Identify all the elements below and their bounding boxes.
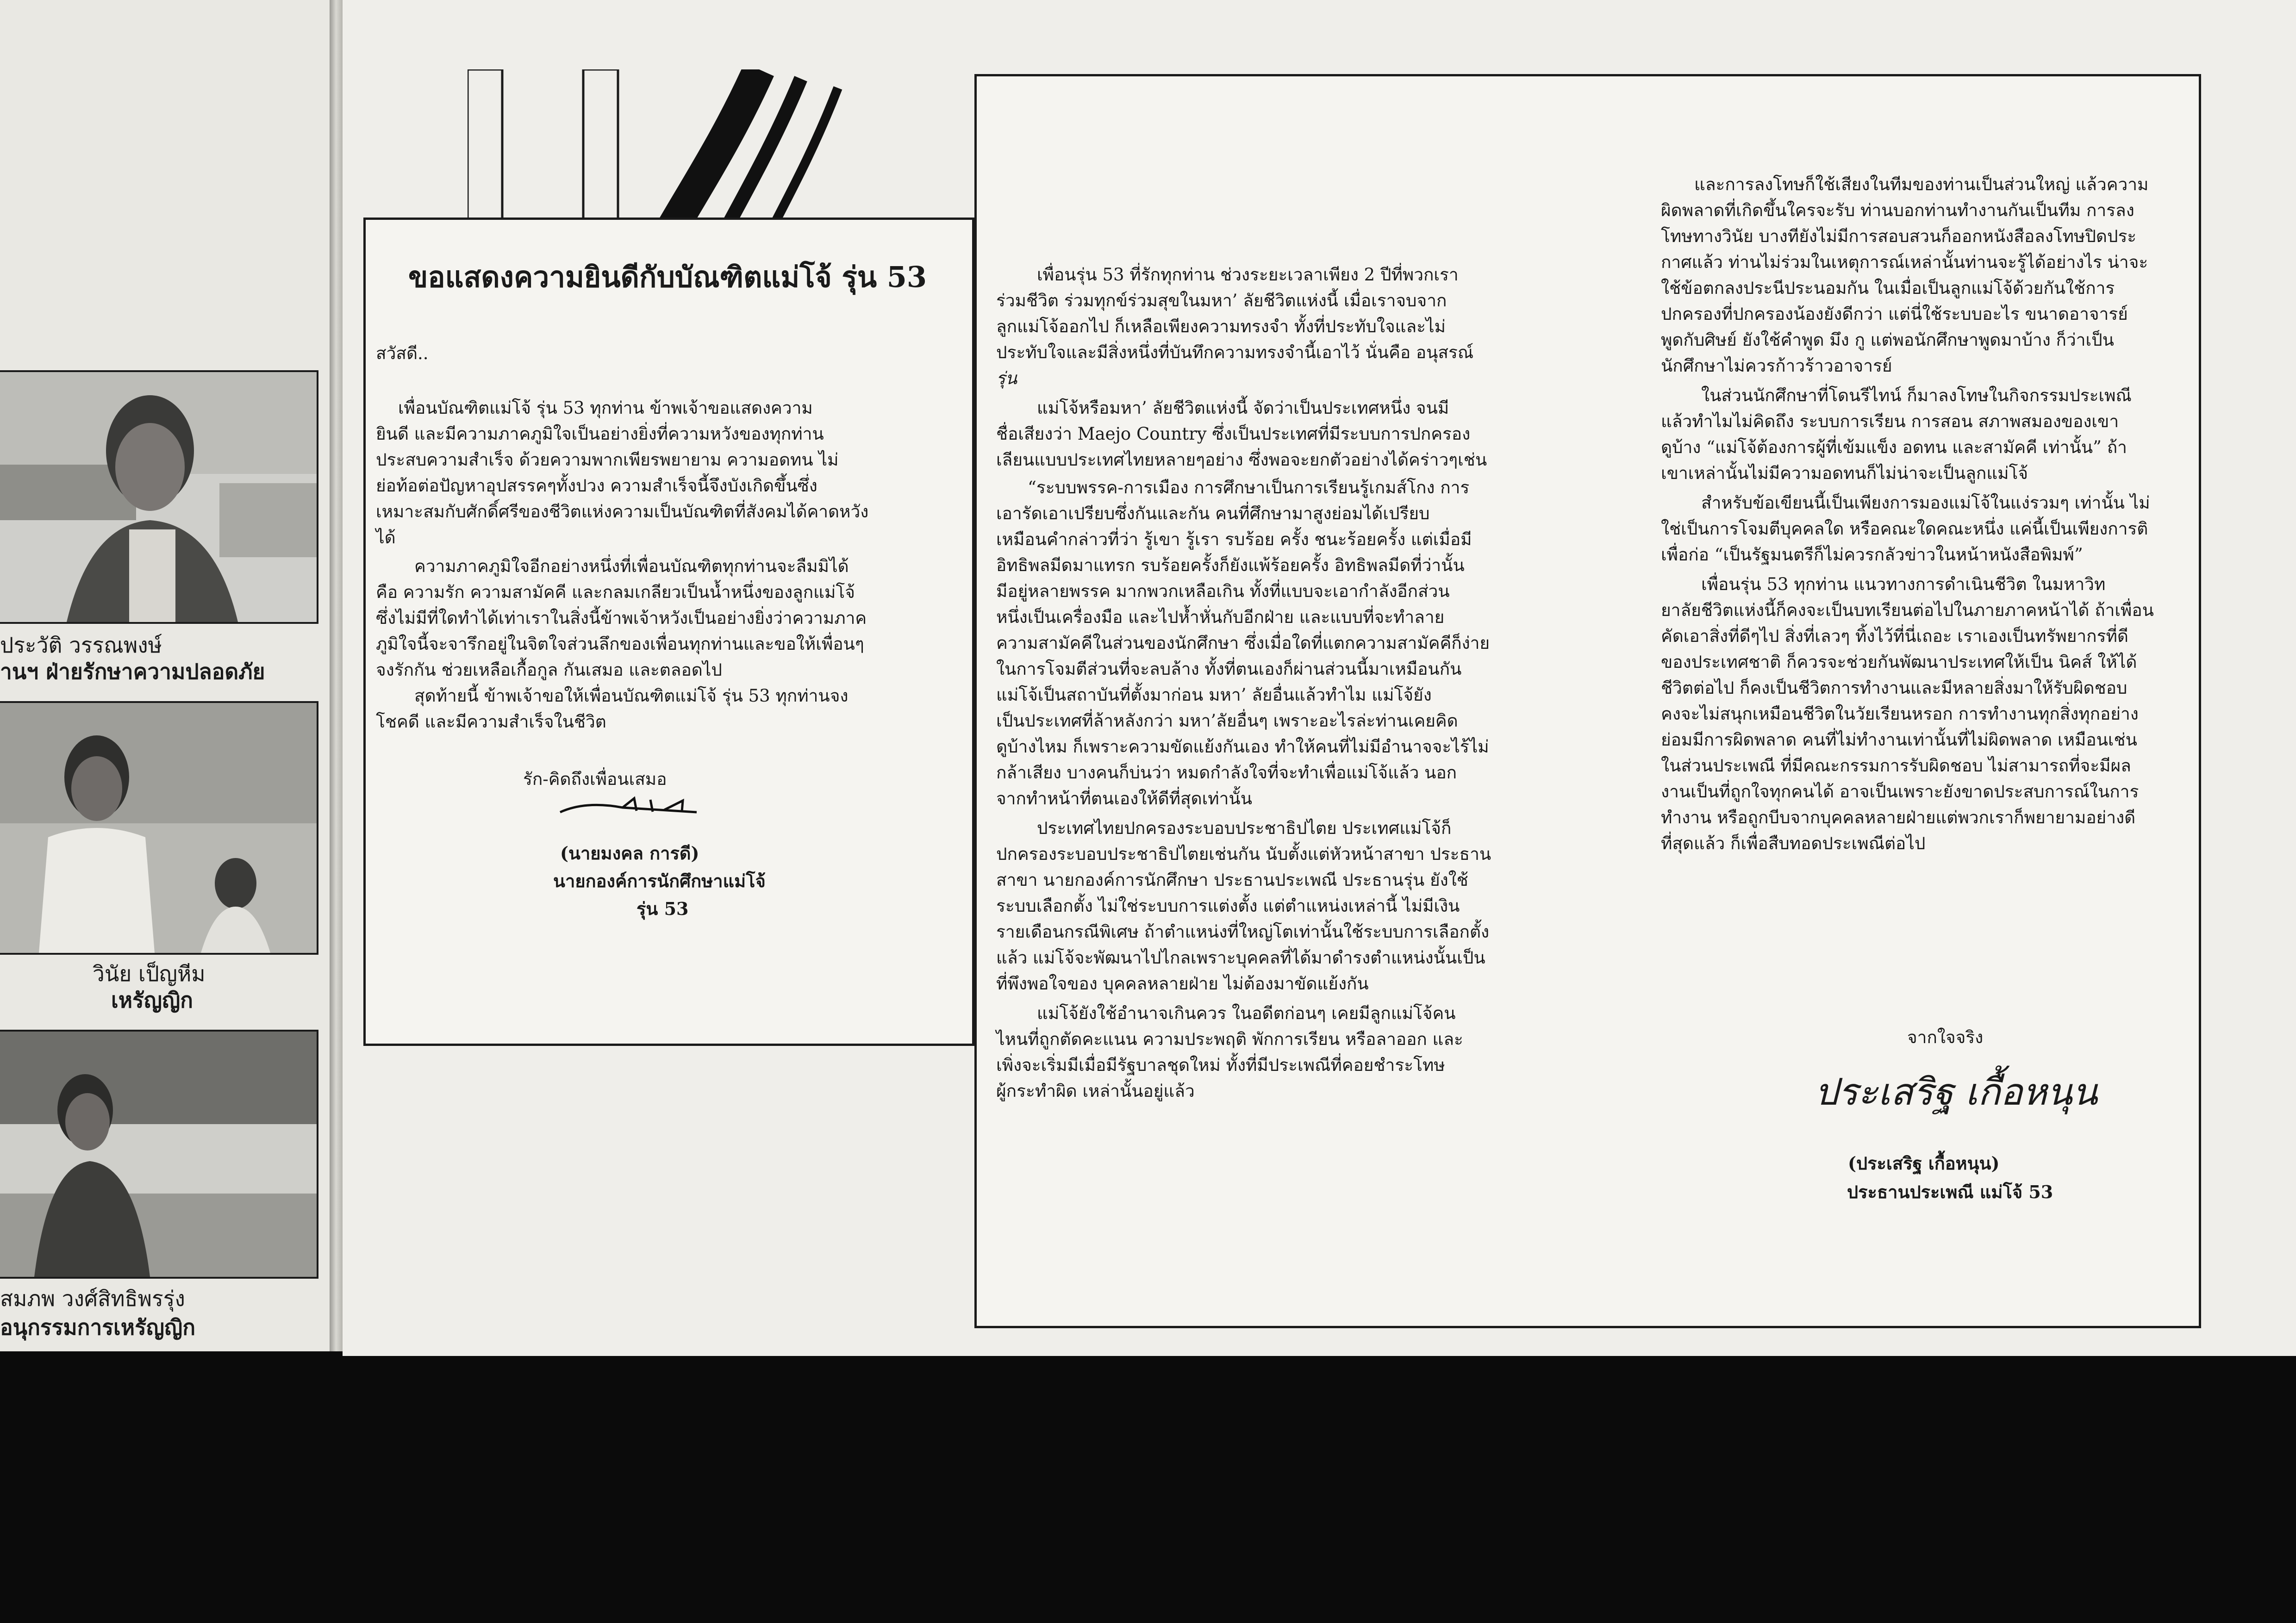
article-line: ที่พึงพอใจของ บุคคลหลายฝ่าย ไม่ต้องมาขัดแย้งกัน <box>996 974 1369 994</box>
book-spine <box>330 0 343 1351</box>
article-line: อิทธิพลมีดมาแทรก รบร้อยครั้งก็ยังแพ้ร้อยครั้ง อิทธิพลมีดที่ว่านั้น <box>996 555 1465 575</box>
article-line: เพิ่งจะเริ่มมีเมื่อมีรัฐบาลชุดใหม่ ทั้งที่มีประเพณีที่คอยชำระโทษ <box>996 1055 1445 1075</box>
congrats-line: ประสบความสำเร็จ ด้วยความพากเพียรพยายาม ความอดทน ไม่ <box>376 450 839 470</box>
article-line: แม่โจ้ยังใช้อำนาจเกินควร ในอดีตก่อนๆ เคยมีลูกแม่โจ้คน <box>1037 1003 1456 1023</box>
article-closing: จากใจจริง <box>1907 1027 1984 1047</box>
congrats-line: ย่อท้อต่อปัญหาอุปสรรคๆทั้งปวง ความสำเร็จนี้จึงบังเกิดขึ้นซึ่ง <box>376 476 817 496</box>
congrats-title: ขอแสดงความยินดีกับบัณฑิตแม่โจ้ รุ่น 53 <box>408 260 927 294</box>
article-line: เอารัดเอาเปรียบซึ่งกันและกัน คนที่ศึกษามาสูงย่อมได้เปรียบ <box>996 504 1430 523</box>
article-line: ปกครองที่ปกครองน้องยังดีกว่า แต่นี่ใช้ระบบอะไร ขนาดอาจารย์ <box>1661 304 2128 324</box>
congrats-signer-name: (นายมงคล การดี) <box>560 843 699 864</box>
congrats-line: โชคดี และมีความสำเร็จในชีวิต <box>376 712 606 732</box>
article-line: ไหนที่ถูกตัดคะแนน ความประพฤติ พักการเรียน หรือลาออก และ <box>996 1029 1463 1049</box>
portrait-image <box>0 372 317 622</box>
editorial-article-box <box>974 74 2201 1328</box>
portrait-photo-1 <box>0 370 318 624</box>
congratulations-letter-box <box>363 218 974 1046</box>
article-line: หนึ่งเป็นเครื่องมือ และไปห้ำหั่นกับอีกฝ่าย และแบบที่จะทำลาย <box>996 607 1445 627</box>
photo-2-role: เหรัญญิก <box>111 988 193 1013</box>
article-line: ประทับใจและมีสิ่งหนึ่งที่บันทึกความทรงจำนี้เอาไว้ นั่นคือ อนุสรณ์ <box>996 342 1474 362</box>
article-line: เพื่อนรุ่น 53 ทุกท่าน แนวทางการดำเนินชีวิต ในมหาวิท <box>1701 574 2106 594</box>
portrait-image <box>0 1032 317 1277</box>
congrats-line: สุดท้ายนี้ ข้าพเจ้าขอให้เพื่อนบัณฑิตแม่โจ้ รุ่น 53 ทุกท่านจง <box>414 686 849 706</box>
article-line: ใช้ข้อตกลงประนีประนอมกัน ในเมื่อเป็นลูกแม่โจ้ด้วยกันใช้การ <box>1661 278 2115 298</box>
article-line: ผิดพลาดที่เกิดขึ้นใครจะรับ ท่านบอกท่านทำงานกันเป็นทีม การลง <box>1661 200 2134 220</box>
article-line: แล้ว แม่โจ้จะพัฒนาไปไกลเพราะบุคคลที่ได้มาดำรงตำแหน่งนั้นเป็น <box>996 948 1485 968</box>
congrats-line: ความภาคภูมิใจอีกอย่างหนึ่งที่เพื่อนบัณฑิตทุกท่านจะลืมมิได้ <box>414 556 849 576</box>
congrats-greeting: สวัสดี.. <box>376 343 429 363</box>
article-line: มีอยู่หลายพรรค มากพวกเหลือเกิน ทั้งที่แบบจะเอากำลังอีกส่วน <box>996 581 1450 601</box>
congrats-signer-class: รุ่น 53 <box>636 898 689 919</box>
portrait-image <box>0 703 317 953</box>
article-line: เขาเหล่านั้นไม่มีความอดทนก็ไม่น่าจะเป็นลูกแม่โจ้ <box>1661 463 2028 483</box>
article-line: จากทำหน้าที่ตนเองให้ดีที่สุดเท่านั้น <box>996 789 1253 808</box>
article-line: ชื่อเสียงว่า Maejo Country ซึ่งเป็นประเทศที่มีระบบการปกครอง <box>996 424 1471 444</box>
congrats-line: ได้ <box>376 528 396 547</box>
article-line: คัดเอาสิ่งที่ดีๆไป สิ่งที่เลวๆ ทิ้งไว้ที่นี่เถอะ เราเองเป็นทรัพยากรที่ดี <box>1661 626 2128 646</box>
article-line: ผู้กระทำผิด เหล่านั้นอยู่แล้ว <box>996 1081 1195 1101</box>
article-line: ดูบ้าง “แม่โจ้ต้องการผู้ที่เข้มแข็ง อดทน และสามัคคี เท่านั้น” ถ้า <box>1661 437 2127 457</box>
article-line: ที่สุดแล้ว ก็เพื่อสืบทอดประเพณีต่อไป <box>1661 833 1926 853</box>
congrats-line: เพื่อนบัณฑิตแม่โจ้ รุ่น 53 ทุกท่าน ข้าพเจ้าขอแสดงความ <box>398 398 813 418</box>
article-line: ในส่วนประเพณี ที่มีคณะกรรมการรับผิดชอบ ไม่สามารถที่จะมีผล <box>1661 756 2131 776</box>
article-line: ในส่วนนักศึกษาที่โดนรีไทน์ ก็มาลงโทษในกิจกรรมประเพณี <box>1701 386 2132 405</box>
photo-2-name: วินัย เป็ญหีม <box>93 961 206 986</box>
article-line: รายเดือนกรณีพิเศษ ถ้าตำแหน่งที่ใหญ่โตเท่านั้นใช้ระบบการเลือกตั้ง <box>996 922 1490 942</box>
left-page <box>0 0 330 1351</box>
article-line: คงจะไม่สนุกเหมือนชีวิตในวัยเรียนหรอก การทำงานทุกสิ่งทุกอย่าง <box>1661 704 2139 724</box>
congrats-line: เหมาะสมกับศักดิ์ศรีของชีวิตแห่งความเป็นบัณฑิตที่สังคมได้คาดหวัง <box>376 502 869 522</box>
article-line: แล้วทำไมไม่คิดถึง ระบบการเรียน การสอน สภาพสมองของเขา <box>1661 411 2119 431</box>
article-line: รุ่น <box>996 368 1017 388</box>
article-line: งานเป็นที่ถูกใจทุกคนได้ อาจเป็นเพราะยังขาดประสบการณ์ในการ <box>1661 782 2139 802</box>
article-line: เพื่อนรุ่น 53 ที่รักทุกท่าน ช่วงระยะเวลาเพียง 2 ปีที่พวกเรา <box>1037 265 1459 285</box>
article-line: ใช่เป็นการโจมตีบุคคลใด หรือคณะใดคณะหนึ่ง แค่นี้เป็นเพียงการติ <box>1661 519 2148 539</box>
congrats-signer-title: นายกองค์การนักศึกษาแม่โจ้ <box>553 871 766 891</box>
photo-1-name: ประวัติ วรรณพงษ์ <box>0 633 162 658</box>
article-line: ปกครองระบอบประชาธิปไตยเช่นกัน นับตั้งแต่หัวหน้าสาขา ประธาน <box>996 844 1491 864</box>
congrats-line: ยินดี และมีความภาคภูมิใจเป็นอย่างยิ่งที่ความหวังของทุกท่าน <box>376 424 824 444</box>
article-line: สำหรับข้อเขียนนี้เป็นเพียงการมองแม่โจ้ในแง่รวมๆ เท่านั้น ไม่ <box>1701 493 2150 513</box>
article-signature: ประเสริฐ เกื้อหนุน <box>1815 1070 2098 1113</box>
article-line: เลียนแบบประเทศไทยหลายๆอย่าง ซึ่งพอจะยกตัวอย่างได้คร่าวๆเช่น <box>996 450 1487 470</box>
article-line: เหมือนคำกล่าวที่ว่า รู้เขา รู้เรา รบร้อย ครั้ง ชนะร้อยครั้ง แต่เมื่อมี <box>996 529 1472 549</box>
article-line: และการลงโทษก็ใช้เสียงในทีมของท่านเป็นส่วนใหญ่ แล้วความ <box>1694 174 2149 194</box>
article-line: เพื่อก่อ “เป็นรัฐมนตรีก็ไม่ควรกลัวข่าวในหน้าหนังสือพิมพ์” <box>1661 545 2083 565</box>
photo-3-name: สมภพ วงศ์สิทธิพรรุ่ง <box>0 1286 185 1311</box>
article-signer-name: (ประเสริฐ เกื้อหนุน) <box>1848 1153 2000 1174</box>
article-line: กล้าเสียง บางคนก็บ่นว่า หมดกำลังใจที่จะทำเพื่อแม่โจ้แล้ว นอก <box>996 763 1457 783</box>
article-line: แม่โจ้เป็นสถาบันที่ตั้งมาก่อน มหา’ ลัยอื่นแล้วทำไม แม่โจ้ยัง <box>996 685 1432 705</box>
article-line: ระบบเลือกตั้ง ไม่ใช่ระบบการแต่งตั้ง แต่ตำแหน่งเหล่านี้ ไม่มีเงิน <box>996 896 1460 916</box>
article-line: ประเทศไทยปกครองระบอบประชาธิปไตย ประเทศแม่โจ้ก็ <box>1037 818 1452 838</box>
portrait-photo-2 <box>0 701 318 955</box>
article-line: ทำงาน หรือถูกบีบจากบุคคลหลายฝ่ายแต่พวกเราก็พยายามอย่างดี <box>1661 808 2136 827</box>
article-line: นักศึกษาไม่ควรก้าวร้าวอาจารย์ <box>1661 356 1892 376</box>
congrats-line: ภูมิใจนี้จะจารึกอยู่ในจิตใจส่วนลึกของเพื่อนทุกท่านและขอให้เพื่อนๆ <box>376 634 864 654</box>
article-line: แม่โจ้หรือมหา’ ลัยชีวิตแห่งนี้ จัดว่าเป็นประเทศหนึ่ง จนมี <box>1037 398 1449 418</box>
article-line: ของประเทศชาติ ก็ควรจะช่วยกันพัฒนาประเทศให้เป็น นิคส์ ให้ได้ <box>1661 652 2137 672</box>
portrait-photo-3 <box>0 1030 318 1279</box>
article-line: พูดกับศิษย์ ยังใช้คำพูด มึง กู แต่พอนักศึกษาพูดมาบ้าง ก็ว่าเป็น <box>1661 330 2114 350</box>
article-line: ในการโจมตีส่วนที่จะลบล้าง ทั้งที่ตนเองก็ผ่านส่วนนี้มาเหมือนกัน <box>996 659 1462 679</box>
photo-3-role: อนุกรรมการเหรัญญิก <box>0 1315 196 1340</box>
congrats-signature <box>558 791 711 824</box>
photo-1-role: านฯ ฝ่ายรักษาความปลอดภัย <box>0 659 265 684</box>
article-line: เป็นประเทศที่ล้าหลังกว่า มหา’ลัยอื่นๆ เพราะอะไรล่ะท่านเคยคิด <box>996 711 1458 731</box>
article-line: ยาลัยชีวิตแห่งนี้ก็คงจะเป็นบทเรียนต่อไปในภายภาคหน้าได้ ถ้าเพื่อน <box>1661 600 2154 620</box>
article-line: ความสามัคคีในส่วนของนักศึกษา ซึ่งเมื่อใดที่แตกความสามัคคีก็ง่าย <box>996 633 1490 653</box>
article-line: กาศแล้ว ท่านไม่ร่วมในเหตุการณ์เหล่านั้นท่านจะรู้ได้อย่างไร น่าจะ <box>1661 252 2148 272</box>
congrats-closing: รัก-คิดถึงเพื่อนเสมอ <box>523 769 667 789</box>
article-line: ดูบ้างไหม ก็เพราะความขัดแย้งกันเอง ทำให้คนที่ไม่มีอำนาจจะไร้ไม่ <box>996 737 1489 757</box>
article-line: โทษทางวินัย บางทียังไม่มีการสอบสวนก็ออกหนังสือลงโทษปิดประ <box>1661 226 2137 246</box>
article-signer-title: ประธานประเพณี แม่โจ้ 53 <box>1847 1181 2053 1202</box>
article-line: ชีวิตต่อไป ก็คงเป็นชีวิตการทำงานและมีหลายสิ่งมาให้รับผิดชอบ <box>1661 678 2128 698</box>
article-line: “ระบบพรรค-การเมือง การศึกษาเป็นการเรียนรู้เกมส์โกง การ <box>1028 478 1470 497</box>
article-line: ร่วมชีวิต ร่วมทุกข์ร่วมสุขในมหา’ ลัยชีวิตแห่งนี้ เมื่อเราจบจาก <box>996 291 1447 311</box>
congrats-line: จงรักกัน ช่วยเหลือเกื้อกูล กันเสมอ และตลอดไป <box>376 660 722 680</box>
article-line: สาขา นายกองค์การนักศึกษา ประธานประเพณี ประธานรุ่น ยังใช้ <box>996 870 1468 890</box>
congrats-line: คือ ความรัก ความสามัคคี และกลมเกลียวเป็นน้ำหนึ่งของลูกแม่โจ้ <box>376 582 855 602</box>
article-line: ย่อมมีการผิดพลาด คนที่ไม่ทำงานเท่านั้นที่ไม่ผิดพลาด เหมือนเช่น <box>1661 730 2137 750</box>
congrats-line: ซึ่งไม่มีที่ใดทำได้เท่าเราในสิ่งนี้ข้าพเจ้าหวังเป็นอย่างยิ่งว่าความภาค <box>376 608 867 628</box>
article-line: ลูกแม่โจ้ออกไป ก็เหลือเพียงความทรงจำ ทั้งที่ประทับใจและไม่ <box>996 317 1446 336</box>
